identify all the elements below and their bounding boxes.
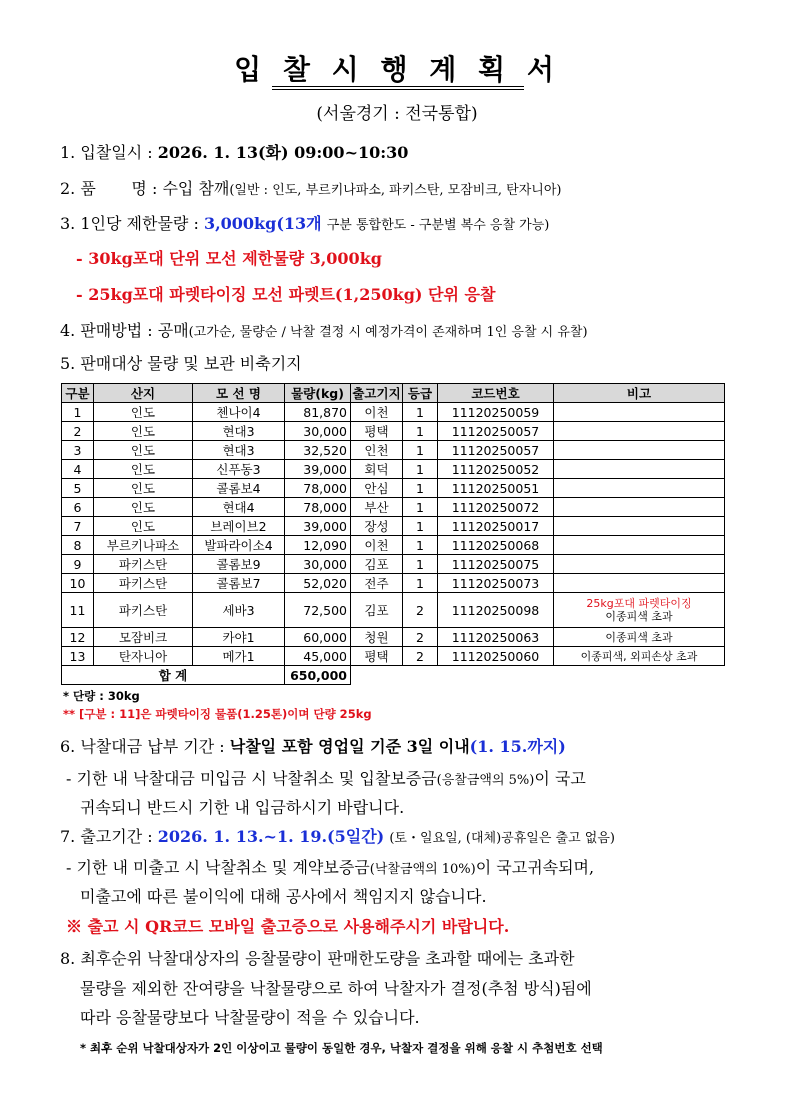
col-header-code: 코드번호 (438, 384, 554, 403)
table-row (62, 498, 725, 517)
row-no: 11 (62, 593, 94, 628)
row-depot: 전주 (351, 574, 403, 593)
row-origin: 모잠비크 (94, 628, 193, 647)
row-grade: 1 (403, 422, 438, 441)
row-origin: 탄자니아 (94, 647, 193, 666)
title-underline-double (272, 89, 524, 90)
payment-value: 낙찰일 포함 영업일 기준 3일 이내 (229, 737, 470, 756)
row-code: 11120250057 (438, 441, 554, 460)
row-note (554, 479, 725, 498)
footnote-palletizing: ** [구분 : 11]은 파렛타이징 물품(1.25톤)이며 단량 25kg (63, 707, 372, 721)
row-code: 11120250063 (438, 628, 554, 647)
sales-method-label: 4. 판매방법 : 공매 (60, 321, 189, 340)
row-no: 3 (62, 441, 94, 460)
row-no: 4 (62, 460, 94, 479)
table-row (62, 536, 725, 555)
row-vessel: 현대4 (193, 498, 285, 517)
row-note (554, 422, 725, 441)
row-vessel: 현대3 (193, 422, 285, 441)
payment-desc1a: - 기한 내 낙찰대금 미입금 시 낙찰취소 및 입찰보증금 (66, 769, 437, 788)
row-note (554, 593, 725, 628)
item-release-period (60, 824, 615, 847)
table-row (62, 647, 725, 666)
payment-desc1b: (응찰금액의 5%) (436, 773, 535, 788)
row-vessel: 첸나이4 (193, 403, 285, 422)
release-desc1b: (낙찰금액의 10%) (369, 862, 476, 877)
item-final-line1: 8. 최후순위 낙찰대상자의 응찰물량이 판매한도량을 초과할 때에는 초과한 (60, 949, 575, 968)
product-detail: (일반 : 인도, 부르키나파소, 파키스탄, 모잠비크, 탄자니아) (229, 183, 562, 198)
row-note-palletizing: 25kg포대 파렛타이징 (586, 597, 692, 610)
row-qty: 60,000 (285, 628, 351, 647)
release-label: 7. 출고기간 : (60, 827, 153, 846)
item-sales-method (60, 318, 588, 341)
item-product (60, 176, 561, 199)
row-grade: 1 (403, 517, 438, 536)
row-no: 7 (62, 517, 94, 536)
row-code: 11120250073 (438, 574, 554, 593)
row-vessel: 카야1 (193, 628, 285, 647)
payment-desc-line2: 귀속되니 반드시 기한 내 입금하시기 바랍니다. (80, 798, 405, 817)
release-desc-line2: 미출고에 따른 불이익에 대해 공사에서 책임지지 않습니다. (80, 887, 487, 906)
row-depot: 평택 (351, 647, 403, 666)
table-body (62, 403, 725, 666)
row-note (554, 517, 725, 536)
row-no: 6 (62, 498, 94, 517)
row-note-remark: 이종피색 초과 (605, 630, 673, 644)
item-payment-period (60, 734, 566, 757)
limit-value: 3,000kg(13개 (203, 214, 322, 233)
table-row (62, 479, 725, 498)
payment-desc1c: 이 국고 (534, 769, 586, 788)
item-target-volume: 5. 판매대상 물량 및 보관 비축기지 (60, 354, 302, 373)
row-grade: 2 (403, 647, 438, 666)
release-desc1a: - 기한 내 미출고 시 낙찰취소 및 계약보증금 (66, 858, 370, 877)
row-depot: 김포 (351, 593, 403, 628)
row-depot: 인천 (351, 441, 403, 460)
item-limit (60, 211, 549, 234)
item-final-line3: 따라 응찰물량보다 낙찰물량이 적을 수 있습니다. (80, 1008, 420, 1027)
col-header-vessel: 모 선 명 (193, 384, 285, 403)
row-origin: 인도 (94, 517, 193, 536)
row-code: 11120250057 (438, 422, 554, 441)
payment-desc-line1 (66, 766, 586, 789)
row-note (554, 498, 725, 517)
qr-notice: ※ 출고 시 QR코드 모바일 출고증으로 사용해주시기 바랍니다. (66, 917, 510, 936)
limit-detail: 구분 통합한도 - 구분별 복수 응찰 가능) (326, 218, 550, 233)
row-grade: 1 (403, 441, 438, 460)
total-qty: 650,000 (285, 666, 351, 685)
row-origin: 인도 (94, 422, 193, 441)
row-qty: 81,870 (285, 403, 351, 422)
row-grade: 1 (403, 555, 438, 574)
row-code: 11120250051 (438, 479, 554, 498)
row-note (554, 555, 725, 574)
row-qty: 30,000 (285, 422, 351, 441)
row-qty: 12,090 (285, 536, 351, 555)
row-grade: 1 (403, 479, 438, 498)
row-code: 11120250075 (438, 555, 554, 574)
row-grade: 2 (403, 628, 438, 647)
volume-table (61, 383, 725, 685)
row-grade: 1 (403, 498, 438, 517)
row-code: 11120250052 (438, 460, 554, 479)
row-origin: 인도 (94, 441, 193, 460)
row-no: 1 (62, 403, 94, 422)
row-note (554, 403, 725, 422)
row-depot: 회덕 (351, 460, 403, 479)
col-header-note: 비고 (554, 384, 725, 403)
row-origin: 인도 (94, 498, 193, 517)
release-desc-line1 (66, 855, 594, 878)
limit-sub-25kg: - 25kg포대 파렛타이징 모선 파렛트(1,250kg) 단위 응찰 (76, 285, 496, 304)
row-grade: 1 (403, 403, 438, 422)
row-depot: 안심 (351, 479, 403, 498)
row-vessel: 콜롬보9 (193, 555, 285, 574)
col-header-depot: 출고기지 (351, 384, 403, 403)
row-qty: 78,000 (285, 479, 351, 498)
row-grade: 1 (403, 460, 438, 479)
release-detail: (토・일요일, (대체)공휴일은 출고 없음) (389, 831, 615, 846)
release-value: 2026. 1. 13.~1. 19.(5일간) (157, 827, 385, 846)
table-row (62, 628, 725, 647)
col-header-grade: 등급 (403, 384, 438, 403)
row-note (554, 574, 725, 593)
limit-sub-30kg: - 30kg포대 단위 모선 제한물량 3,000kg (76, 249, 382, 268)
row-code: 11120250068 (438, 536, 554, 555)
row-depot: 부산 (351, 498, 403, 517)
row-qty: 45,000 (285, 647, 351, 666)
row-code: 11120250059 (438, 403, 554, 422)
table-header-row (62, 384, 725, 403)
table-row (62, 441, 725, 460)
row-note (554, 460, 725, 479)
row-grade: 1 (403, 536, 438, 555)
payment-deadline: (1. 15.까지) (469, 737, 566, 756)
table-row (62, 422, 725, 441)
row-note-remark: 이종피색, 외피손상 초과 (580, 649, 698, 663)
product-value: 수입 참깨 (162, 179, 230, 198)
document-subtitle: (서울경기 : 전국통합) (316, 104, 478, 124)
row-vessel: 콜롬보4 (193, 479, 285, 498)
final-lottery-note: * 최후 순위 낙찰대상자가 2인 이상이고 물량이 동일한 경우, 낙찰자 결정을 위해 응찰 시 추첨번호 선택 (80, 1041, 603, 1055)
row-vessel: 현대3 (193, 441, 285, 460)
table-row (62, 403, 725, 422)
row-origin: 인도 (94, 403, 193, 422)
row-qty: 32,520 (285, 441, 351, 460)
row-depot: 이천 (351, 403, 403, 422)
row-depot: 평택 (351, 422, 403, 441)
row-no: 13 (62, 647, 94, 666)
row-vessel: 메가1 (193, 647, 285, 666)
row-origin: 인도 (94, 479, 193, 498)
item-bid-datetime (60, 140, 408, 163)
row-note-remark: 이종피색 초과 (605, 610, 673, 623)
limit-label: 3. 1인당 제한물량 : (60, 214, 199, 233)
row-vessel: 브레이브2 (193, 517, 285, 536)
row-origin: 파키스탄 (94, 593, 193, 628)
bid-datetime-value: 2026. 1. 13(화) 09:00~10:30 (157, 143, 409, 162)
row-note (554, 441, 725, 460)
row-qty: 52,020 (285, 574, 351, 593)
total-blank (351, 666, 725, 685)
item-final-line2: 물량을 제외한 잔여량을 낙찰물량으로 하여 낙찰자가 결정(추첨 방식)됨에 (80, 979, 592, 998)
table-row (62, 593, 725, 628)
row-no: 5 (62, 479, 94, 498)
row-vessel: 세바3 (193, 593, 285, 628)
table-row (62, 574, 725, 593)
row-grade: 2 (403, 593, 438, 628)
row-origin: 인도 (94, 460, 193, 479)
table-total-row (62, 666, 725, 685)
row-qty: 30,000 (285, 555, 351, 574)
row-vessel: 콜롬보7 (193, 574, 285, 593)
title-underline (272, 86, 524, 87)
row-depot: 김포 (351, 555, 403, 574)
row-code: 11120250072 (438, 498, 554, 517)
row-no: 2 (62, 422, 94, 441)
table-row (62, 460, 725, 479)
row-origin: 파키스탄 (94, 574, 193, 593)
row-depot: 장성 (351, 517, 403, 536)
sales-method-detail: (고가순, 물량순 / 낙찰 결정 시 예정가격이 존재하며 1인 응찰 시 유찰) (188, 325, 588, 340)
row-grade: 1 (403, 574, 438, 593)
col-header-origin: 산지 (94, 384, 193, 403)
payment-label: 6. 낙찰대금 납부 기간 : (60, 737, 225, 756)
total-label: 합 계 (62, 666, 285, 685)
row-code: 11120250098 (438, 593, 554, 628)
row-qty: 72,500 (285, 593, 351, 628)
row-depot: 이천 (351, 536, 403, 555)
row-note (554, 647, 725, 666)
col-header-qty: 물량(kg) (285, 384, 351, 403)
release-desc1c: 이 국고귀속되며, (475, 858, 595, 877)
row-no: 9 (62, 555, 94, 574)
row-no: 8 (62, 536, 94, 555)
row-note (554, 536, 725, 555)
bid-datetime-label: 1. 입찰일시 : (60, 143, 153, 162)
row-qty: 39,000 (285, 460, 351, 479)
row-no: 12 (62, 628, 94, 647)
footnote-unit-weight: * 단량 : 30kg (63, 689, 140, 703)
table-row (62, 555, 725, 574)
row-qty: 78,000 (285, 498, 351, 517)
row-code: 11120250060 (438, 647, 554, 666)
row-vessel: 신푸동3 (193, 460, 285, 479)
row-origin: 파키스탄 (94, 555, 193, 574)
row-no: 10 (62, 574, 94, 593)
row-origin: 부르키나파소 (94, 536, 193, 555)
product-label: 2. 품 명 : (60, 179, 158, 198)
col-header-no: 구분 (62, 384, 94, 403)
row-qty: 39,000 (285, 517, 351, 536)
table-row (62, 517, 725, 536)
row-depot: 청원 (351, 628, 403, 647)
row-vessel: 발파라이소4 (193, 536, 285, 555)
row-code: 11120250017 (438, 517, 554, 536)
document-title: 입 찰 시 행 계 획 서 (234, 53, 560, 86)
row-note (554, 628, 725, 647)
